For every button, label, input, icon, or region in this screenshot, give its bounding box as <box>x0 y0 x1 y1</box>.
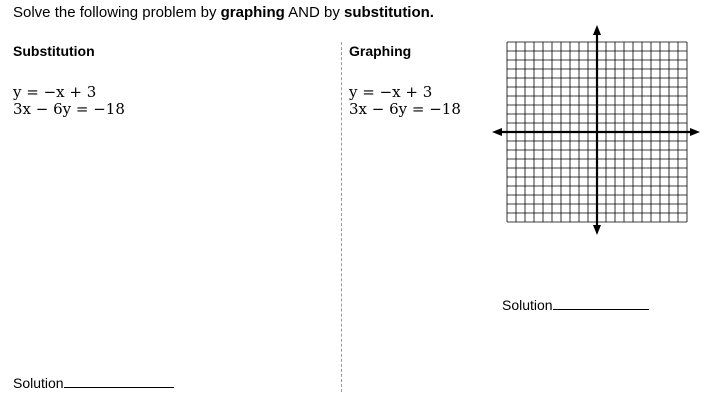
instruction-part1: Solve the following problem by <box>13 4 221 21</box>
substitution-equation-2: 3x − 6y = −18 <box>13 100 125 118</box>
instruction-text <box>13 4 434 21</box>
graphing-solution <box>502 295 649 313</box>
graphing-heading: Graphing <box>349 43 412 59</box>
instruction-bold-graphing: graphing <box>220 4 285 21</box>
graphing-solution-label: Solution <box>502 297 553 313</box>
y-axis-down-arrow-icon <box>593 225 601 235</box>
graphing-equation-2: 3x − 6y = −18 <box>349 100 461 118</box>
instruction-bold-substitution: substitution. <box>343 4 434 21</box>
graphing-solution-blank[interactable] <box>553 295 649 310</box>
coordinate-grid[interactable] <box>490 24 702 236</box>
substitution-heading: Substitution <box>13 43 95 59</box>
substitution-solution-label: Solution <box>13 375 64 391</box>
substitution-equation-1: y = −x + 3 <box>13 83 97 101</box>
graphing-equation-1: y = −x + 3 <box>349 83 433 101</box>
substitution-solution-blank[interactable] <box>64 373 174 388</box>
substitution-solution <box>13 373 174 391</box>
instruction-part2: AND by <box>284 4 344 21</box>
x-axis-right-arrow-icon <box>690 128 700 136</box>
y-axis-up-arrow-icon <box>593 25 601 35</box>
x-axis-left-arrow-icon <box>492 128 502 136</box>
column-divider <box>341 42 342 392</box>
